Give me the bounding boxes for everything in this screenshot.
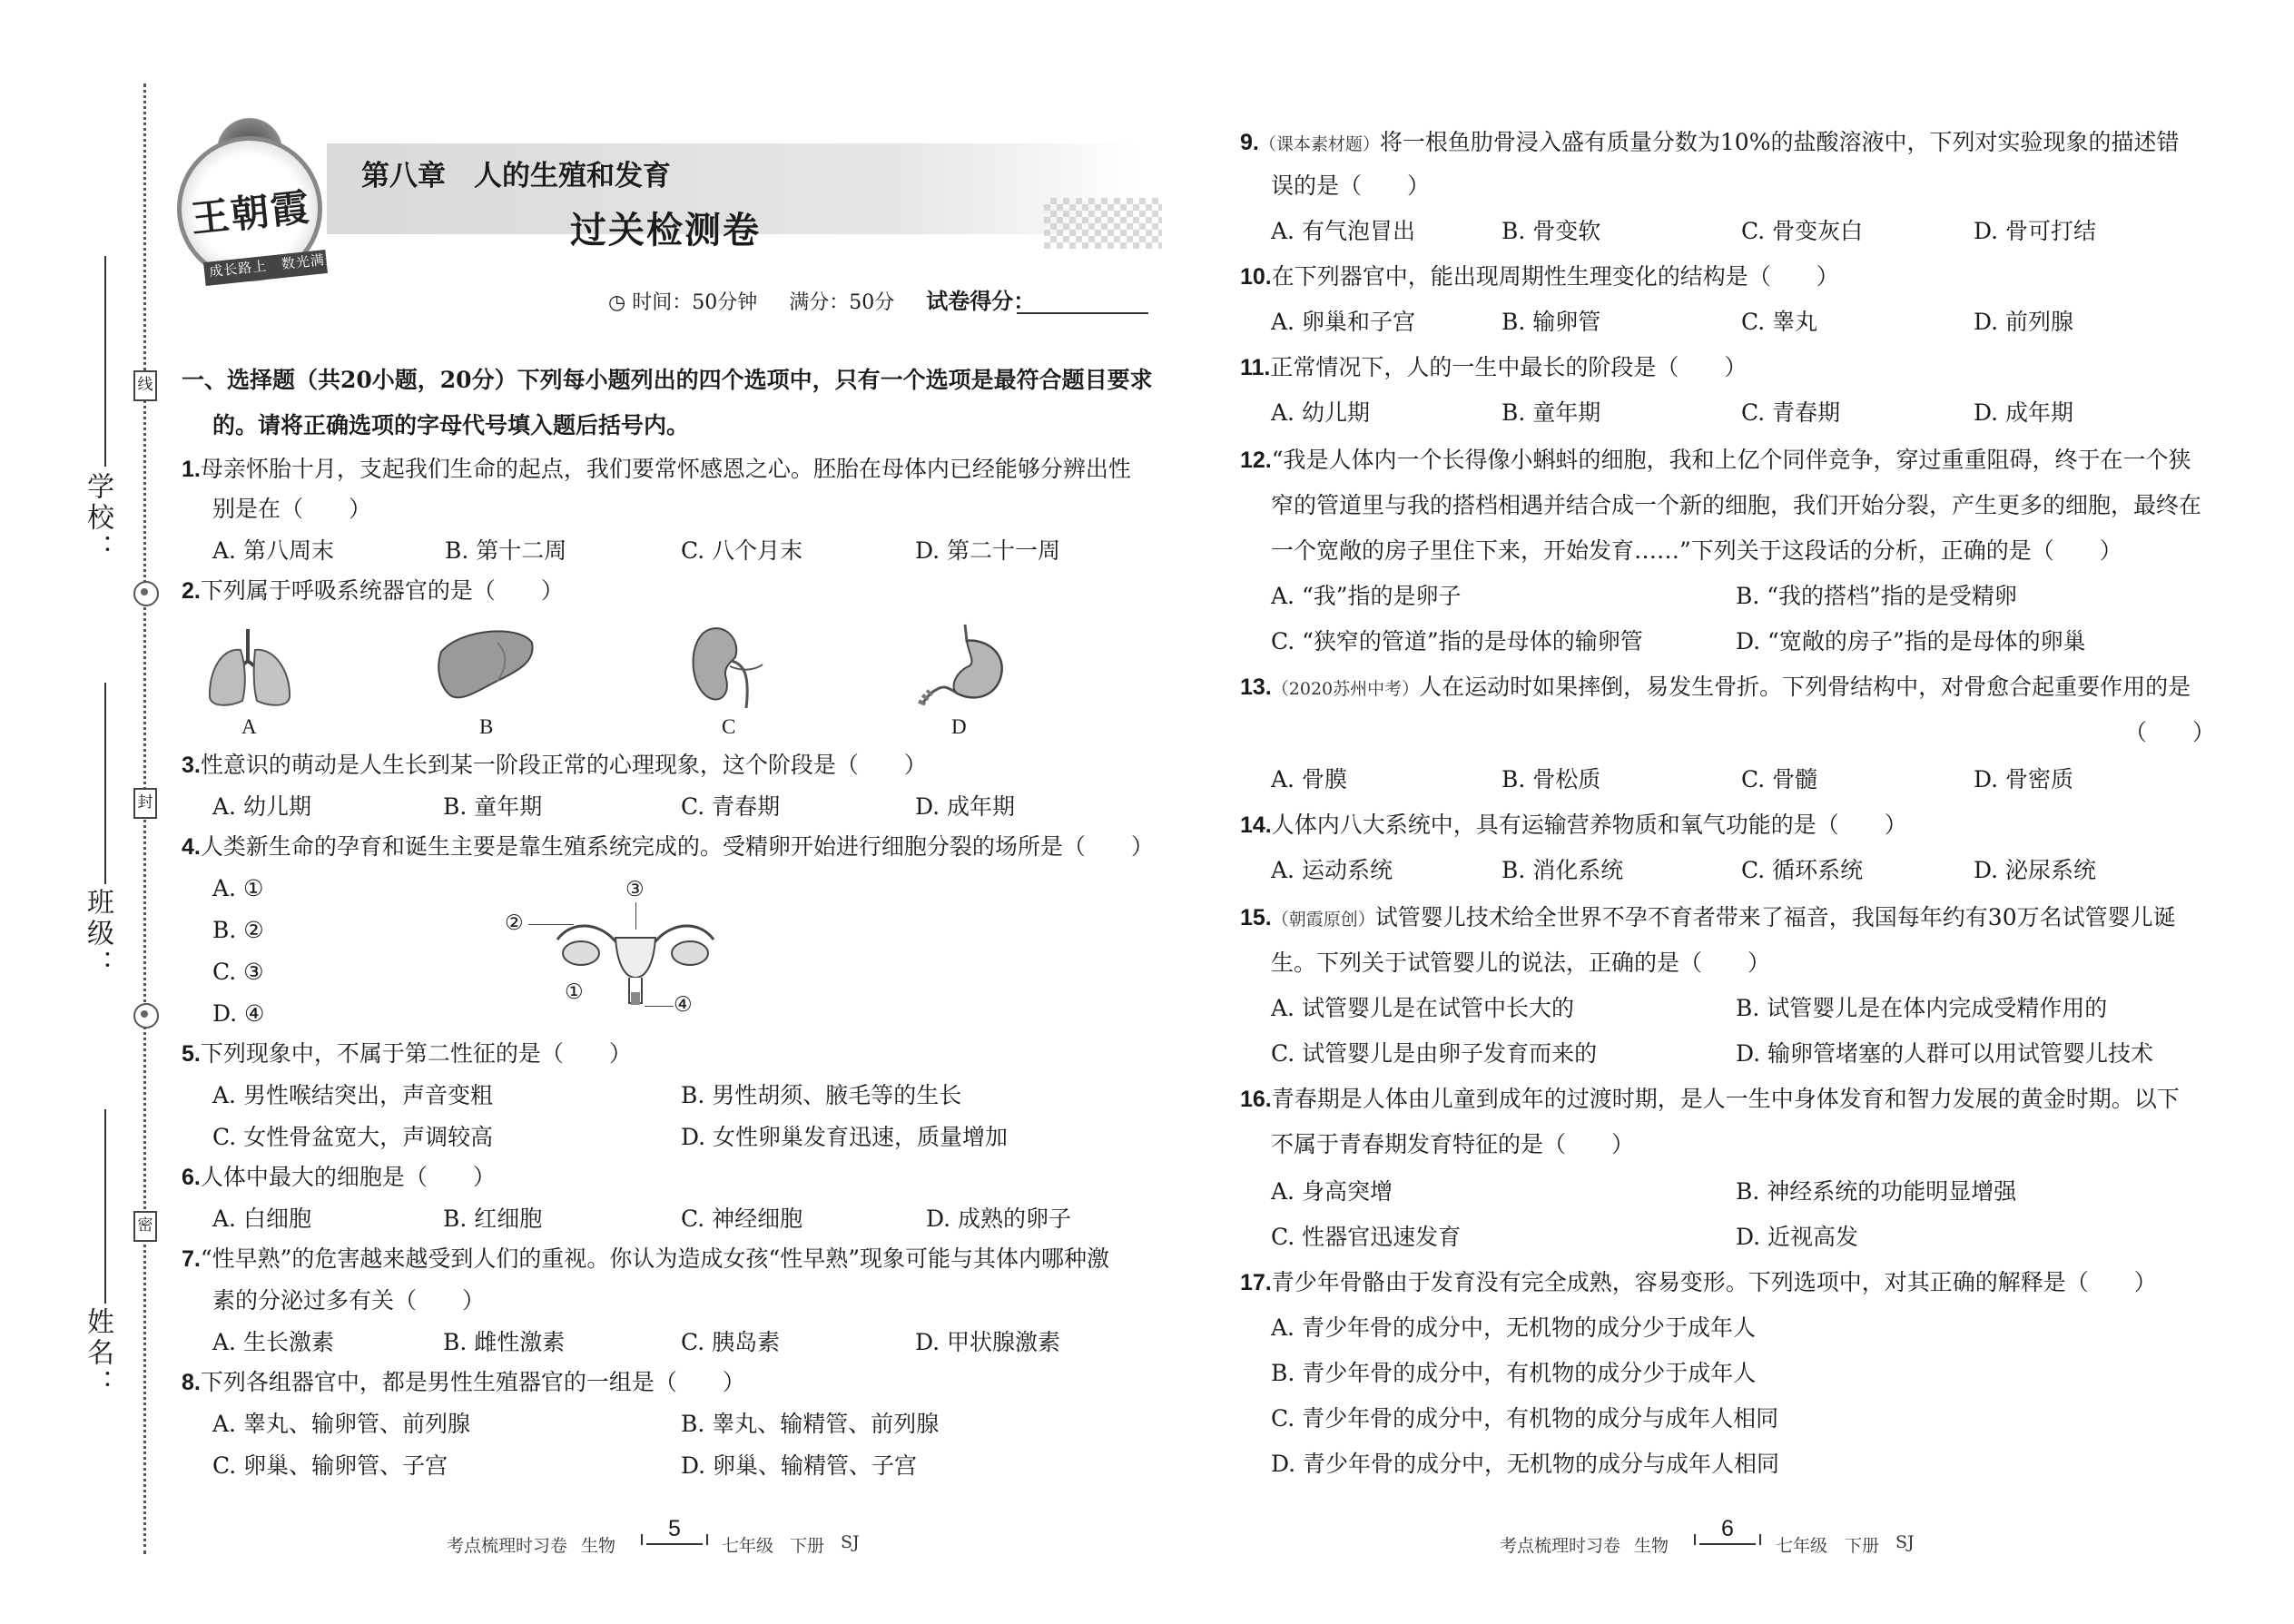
page-title: 过关检测卷 — [570, 210, 761, 251]
q17-option-b[interactable]: B. 青少年骨的成分中，有机物的成分少于成年人 — [1271, 1360, 1757, 1386]
name-blank[interactable] — [104, 1109, 106, 1304]
question-1-line2: 别是在（ ） — [212, 496, 372, 522]
q13-option-a[interactable]: A. 骨膜 — [1271, 766, 1347, 792]
q2-label-a: A — [241, 715, 257, 738]
lungs-icon[interactable] — [204, 625, 300, 711]
question-3: 3.性意识的萌动是人生长到某一阶段正常的心理现象，这个阶段是（ ） — [182, 752, 927, 778]
footer-left-series: 考点梳理时习卷 — [447, 1536, 568, 1556]
question-15: 15.（朝霞原创）试管婴儿技术给全世界不孕不育者带来了福音，我国每年约有30万名试管婴儿诞 — [1240, 904, 2176, 930]
q12-option-a[interactable]: A. “我”指的是卵子 — [1271, 583, 1462, 609]
leader-line-3 — [635, 902, 636, 930]
school-label: 学校： — [82, 472, 113, 565]
q10-option-d[interactable]: D. 前列腺 — [1974, 309, 2074, 335]
q6-option-c[interactable]: C. 神经细胞 — [681, 1206, 803, 1232]
class-label: 班级： — [82, 888, 113, 980]
name-label: 姓名： — [82, 1307, 113, 1400]
q1-option-b[interactable]: B. 第十二周 — [445, 537, 567, 564]
stomach-icon[interactable] — [912, 621, 1012, 712]
question-12-line3: 一个宽敞的房子里住下来，开始发育……”下列关于这段话的分析，正确的是（ ） — [1271, 537, 2122, 564]
q10-option-a[interactable]: A. 卵巢和子宫 — [1271, 309, 1415, 335]
q10-option-c[interactable]: C. 睾丸 — [1741, 309, 1818, 335]
q5-option-d[interactable]: D. 女性卵巢发育迅速，质量增加 — [681, 1124, 1009, 1150]
q7-option-c[interactable]: C. 胰岛素 — [681, 1329, 781, 1355]
chapter-title: 第八章 人的生殖和发育 — [361, 160, 671, 192]
question-12-line2: 窄的管道里与我的搭档相遇并结合成一个新的细胞，我们开始分裂，产生更多的细胞，最终在 — [1271, 492, 2202, 518]
q6-option-a[interactable]: A. 白细胞 — [212, 1206, 311, 1232]
section-heading-line1: 一、选择题（共20小题，20分）下列每小题列出的四个选项中，只有一个选项是最符合题目要求 — [182, 367, 1153, 393]
q16-option-c[interactable]: C. 性器官迅速发育 — [1271, 1224, 1462, 1250]
footer-right-volume: 下册 — [1845, 1536, 1880, 1556]
footer-right-edition: SJ — [1895, 1532, 1915, 1552]
q9-option-b[interactable]: B. 骨变软 — [1501, 218, 1601, 244]
question-8: 8.下列各组器官中，都是男性生殖器官的一组是（ ） — [182, 1369, 745, 1395]
q12-option-b[interactable]: B. “我的搭档”指的是受精卵 — [1736, 583, 2017, 609]
question-13: 13.（2020苏州中考）人在运动时如果摔倒，易发生骨折。下列骨结构中，对骨愈合起重要作用的是 — [1240, 674, 2191, 700]
binding-mark-feng: 封 — [133, 788, 157, 819]
exam-info — [608, 289, 1035, 315]
footer-left-edition: SJ — [841, 1532, 860, 1552]
q4-option-c[interactable]: C. ③ — [212, 959, 264, 985]
q11-option-b[interactable]: B. 童年期 — [1501, 399, 1601, 426]
kidney-icon[interactable] — [690, 621, 772, 712]
question-9-line2: 误的是（ ） — [1271, 172, 1431, 199]
question-15-line2: 生。下列关于试管婴儿的说法，正确的是（ ） — [1271, 950, 1771, 976]
full-score: 满分：50分 — [789, 291, 895, 314]
class-blank[interactable] — [104, 683, 106, 884]
q2-label-d: D — [951, 715, 967, 738]
q14-option-b[interactable]: B. 消化系统 — [1501, 857, 1624, 883]
q13-option-b[interactable]: B. 骨松质 — [1501, 766, 1601, 792]
q4-option-b[interactable]: B. ② — [212, 917, 264, 943]
footer-left-volume: 下册 — [790, 1536, 825, 1556]
question-14: 14.人体内八大系统中，具有运输营养物质和氧气功能的是（ ） — [1240, 812, 1907, 838]
leader-line-4 — [645, 1006, 674, 1007]
clock-icon: ◷ — [608, 291, 626, 314]
q12-option-c[interactable]: C. “狭窄的管道”指的是母体的输卵管 — [1271, 628, 1643, 655]
q14-option-a[interactable]: A. 运动系统 — [1271, 857, 1393, 883]
q1-option-d[interactable]: D. 第二十一周 — [915, 537, 1061, 564]
question-16-line2: 不属于青春期发育特征的是（ ） — [1271, 1131, 1635, 1157]
question-4: 4.人类新生命的孕育和诞生主要是靠生殖系统完成的。受精卵开始进行细胞分裂的场所是（ ） — [182, 833, 1154, 860]
q7-option-d[interactable]: D. 甲状腺激素 — [915, 1329, 1061, 1355]
q5-option-b[interactable]: B. 男性胡须、腋毛等的生长 — [681, 1082, 962, 1108]
q2-label-b: B — [479, 715, 494, 738]
q2-label-c: C — [722, 715, 736, 738]
question-5: 5.下列现象中，不属于第二性征的是（ ） — [182, 1040, 632, 1067]
q3-option-c[interactable]: C. 青春期 — [681, 793, 781, 820]
question-6: 6.人体中最大的细胞是（ ） — [182, 1164, 496, 1190]
leader-line-2 — [528, 924, 574, 925]
q16-option-a[interactable]: A. 身高突增 — [1271, 1178, 1393, 1205]
q12-option-d[interactable]: D. “宽敞的房子”指的是母体的卵巢 — [1736, 628, 2086, 655]
q11-option-a[interactable]: A. 幼儿期 — [1271, 399, 1370, 426]
q11-option-c[interactable]: C. 青春期 — [1741, 399, 1841, 426]
q10-option-b[interactable]: B. 输卵管 — [1501, 309, 1601, 335]
binding-hole-icon — [133, 1003, 159, 1029]
fig-label-4: ④ — [674, 993, 693, 1016]
logo-text: 王朝霞 — [189, 184, 313, 241]
footer-right-subject: 生物 — [1634, 1536, 1669, 1556]
binding-mark-xian: 线 — [133, 370, 157, 401]
q8-option-b[interactable]: B. 睾丸、输精管、前列腺 — [681, 1411, 940, 1437]
footer-left-page: 5 — [646, 1516, 703, 1545]
question-17: 17.青少年骨骼由于发育没有完全成熟，容易变形。下列选项中，对其正确的解释是（ ） — [1240, 1269, 2157, 1295]
q5-option-c[interactable]: C. 女性骨盆宽大，声调较高 — [212, 1124, 494, 1150]
q15-option-d[interactable]: D. 输卵管堵塞的人群可以用试管婴儿技术 — [1736, 1040, 2154, 1067]
question-10: 10.在下列器官中，能出现周期性生理变化的结构是（ ） — [1240, 263, 1839, 290]
q14-option-d[interactable]: D. 泌尿系统 — [1974, 857, 2097, 883]
q9-option-a[interactable]: A. 有气泡冒出 — [1271, 218, 1415, 244]
q3-option-d[interactable]: D. 成年期 — [915, 793, 1016, 820]
q8-option-d[interactable]: D. 卵巢、输精管、子宫 — [681, 1452, 918, 1479]
q11-option-d[interactable]: D. 成年期 — [1974, 399, 2074, 426]
q1-option-c[interactable]: C. 八个月末 — [681, 537, 803, 564]
q5-option-a[interactable]: A. 男性喉结突出，声音变粗 — [212, 1082, 493, 1108]
question-2: 2.下列属于呼吸系统器官的是（ ） — [182, 577, 564, 604]
question-7: 7.“性早熟”的危害越来越受到人们的重视。你认为造成女孩“性早熟”现象可能与其体内哪种激 — [182, 1245, 1109, 1272]
q7-option-a[interactable]: A. 生长激素 — [212, 1329, 334, 1355]
q15-option-c[interactable]: C. 试管婴儿是由卵子发育而来的 — [1271, 1040, 1598, 1067]
q9-option-c[interactable]: C. 骨变灰白 — [1741, 218, 1864, 244]
q6-option-b[interactable]: B. 红细胞 — [443, 1206, 543, 1232]
q4-option-a[interactable]: A. ① — [212, 875, 264, 901]
q15-option-a[interactable]: A. 试管婴儿是在试管中长大的 — [1271, 995, 1574, 1021]
checker-pattern — [1044, 198, 1162, 249]
footer-right-series: 考点梳理时习卷 — [1500, 1536, 1621, 1556]
q13-option-d[interactable]: D. 骨密质 — [1974, 766, 2074, 792]
time-limit: 时间：50分钟 — [632, 291, 758, 314]
q16-option-b[interactable]: B. 神经系统的功能明显增强 — [1736, 1178, 2017, 1205]
logo-ribbon-text: 成长路上 数光满天 — [208, 250, 340, 281]
q15-option-b[interactable]: B. 试管婴儿是在体内完成受精作用的 — [1736, 995, 2108, 1021]
footer-left-grade: 七年级 — [722, 1536, 774, 1556]
binding-mark-mi: 密 — [133, 1211, 157, 1242]
score-label: 试卷得分： — [926, 288, 1036, 314]
q16-option-d[interactable]: D. 近视高发 — [1736, 1224, 1859, 1250]
question-7-line2: 素的分泌过多有关（ ） — [212, 1287, 486, 1314]
q8-option-c[interactable]: C. 卵巢、输卵管、子宫 — [212, 1452, 448, 1479]
question-13-paren: （ ） — [2124, 719, 2216, 745]
binding-hole-icon — [133, 581, 159, 606]
fig-label-2: ② — [505, 911, 524, 934]
q13-option-c[interactable]: C. 骨髓 — [1741, 766, 1818, 792]
q9-option-d[interactable]: D. 骨可打结 — [1974, 218, 2097, 244]
footer-left-subject: 生物 — [581, 1536, 616, 1556]
q17-option-a[interactable]: A. 青少年骨的成分中，无机物的成分少于成年人 — [1271, 1314, 1756, 1341]
q3-option-a[interactable]: A. 幼儿期 — [212, 793, 311, 820]
question-9: 9.（课本素材题）将一根鱼肋骨浸入盛有质量分数为10%的盐酸溶液中，下列对实验现象的描述错 — [1240, 129, 2180, 155]
section-heading-line2: 的。请将正确选项的字母代号填入题后括号内。 — [212, 412, 690, 438]
q17-option-c[interactable]: C. 青少年骨的成分中，有机物的成分与成年人相同 — [1271, 1405, 1779, 1432]
q4-option-d[interactable]: D. ④ — [212, 1000, 265, 1027]
score-input[interactable] — [1017, 312, 1148, 314]
footer-right-grade: 七年级 — [1776, 1536, 1828, 1556]
liver-icon[interactable] — [434, 625, 538, 706]
footer-right-page: 6 — [1699, 1516, 1756, 1545]
fig-label-3: ③ — [625, 878, 645, 901]
q14-option-c[interactable]: C. 循环系统 — [1741, 857, 1864, 883]
question-1: 1.母亲怀胎十月，支起我们生命的起点，我们要常怀感恩之心。胚胎在母体内已经能够分辨出性 — [182, 456, 1131, 482]
binding-dotted-line — [143, 84, 146, 1554]
question-12: 12.“我是人体内一个长得像小蝌蚪的细胞，我和上亿个同伴竞争，穿过重重阻碍，终于在一个狭 — [1240, 447, 2191, 473]
q17-option-d[interactable]: D. 青少年骨的成分中，无机物的成分与成年人相同 — [1271, 1451, 1780, 1477]
q7-option-b[interactable]: B. 雌性激素 — [443, 1329, 566, 1355]
school-blank[interactable] — [104, 256, 106, 467]
question-16: 16.青春期是人体由儿童到成年的过渡时期，是人一生中身体发育和智力发展的黄金时期。以下 — [1240, 1086, 2180, 1112]
question-11: 11.正常情况下，人的一生中最长的阶段是（ ） — [1240, 354, 1748, 380]
q6-option-d[interactable]: D. 成熟的卵子 — [926, 1206, 1072, 1232]
q1-option-a[interactable]: A. 第八周末 — [212, 537, 334, 564]
q8-option-a[interactable]: A. 睾丸、输卵管、前列腺 — [212, 1411, 470, 1437]
fig-label-1: ① — [565, 980, 584, 1003]
q3-option-b[interactable]: B. 童年期 — [443, 793, 543, 820]
